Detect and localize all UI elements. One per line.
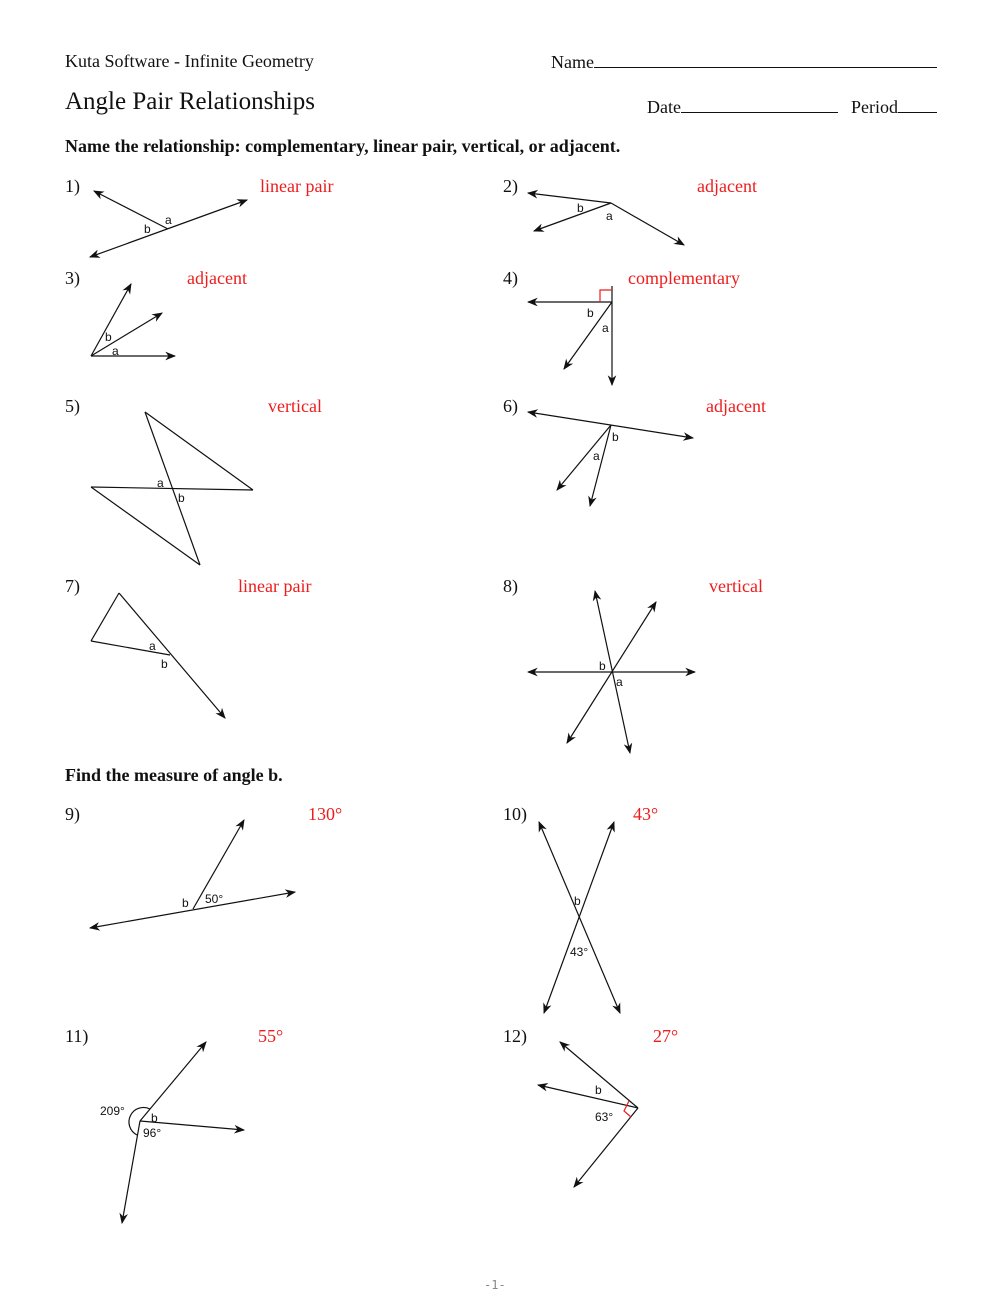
angle-label: 50° bbox=[205, 892, 224, 906]
problem-number: 2) bbox=[503, 176, 518, 196]
problem-number: 4) bbox=[503, 268, 518, 288]
answer: linear pair bbox=[238, 576, 312, 596]
angle-label: a bbox=[112, 344, 119, 358]
answer: adjacent bbox=[706, 396, 766, 416]
answer: linear pair bbox=[260, 176, 334, 196]
angle-label: a bbox=[616, 675, 623, 689]
angle-label: b bbox=[105, 330, 112, 344]
answer: adjacent bbox=[187, 268, 247, 288]
angle-label: 43° bbox=[570, 945, 589, 959]
page-title: Angle Pair Relationships bbox=[65, 88, 315, 115]
answer: 43° bbox=[633, 804, 659, 824]
problem-number: 11) bbox=[65, 1026, 89, 1046]
diagram-3 bbox=[91, 284, 175, 356]
answer: 130° bbox=[308, 804, 343, 824]
diagram-4 bbox=[528, 286, 612, 385]
angle-label: b bbox=[587, 306, 594, 320]
angle-label: 63° bbox=[595, 1110, 614, 1124]
problem-number: 1) bbox=[65, 176, 80, 196]
answer: 55° bbox=[258, 1026, 284, 1046]
answer: vertical bbox=[268, 396, 322, 416]
problem-number: 6) bbox=[503, 396, 518, 416]
angle-label: 209° bbox=[100, 1104, 125, 1118]
instruction-2: Find the measure of angle b. bbox=[65, 765, 283, 785]
diagram-11 bbox=[122, 1042, 244, 1223]
answer: complementary bbox=[628, 268, 740, 288]
angle-label: b bbox=[151, 1111, 158, 1125]
angle-label: b bbox=[612, 430, 619, 444]
diagram-5 bbox=[91, 412, 253, 565]
answer: adjacent bbox=[697, 176, 757, 196]
problem-number: 3) bbox=[65, 268, 80, 288]
angle-label: a bbox=[157, 476, 164, 490]
diagram-9 bbox=[90, 820, 295, 928]
instruction-1: Name the relationship: complementary, linear pair, vertical, or adjacent. bbox=[65, 136, 621, 156]
diagram-7 bbox=[91, 593, 225, 718]
right-angle-mark bbox=[600, 290, 612, 302]
date-label: Date bbox=[647, 97, 681, 117]
angle-label: b bbox=[161, 657, 168, 671]
angle-label: a bbox=[593, 449, 600, 463]
angle-label: a bbox=[602, 321, 609, 335]
right-angle-mark bbox=[624, 1101, 631, 1117]
angle-label: b bbox=[182, 896, 189, 910]
problem-number: 10) bbox=[503, 804, 527, 824]
angle-label: b bbox=[577, 201, 584, 215]
angle-label: b bbox=[599, 659, 606, 673]
answer: vertical bbox=[709, 576, 763, 596]
angle-label: 96° bbox=[143, 1126, 162, 1140]
angle-label: a bbox=[149, 639, 156, 653]
angle-label: b bbox=[178, 491, 185, 505]
diagram-10 bbox=[539, 822, 620, 1013]
problem-number: 8) bbox=[503, 576, 518, 596]
problem-number: 12) bbox=[503, 1026, 527, 1046]
angle-label: b bbox=[574, 894, 581, 908]
answer: 27° bbox=[653, 1026, 679, 1046]
angle-label: b bbox=[144, 222, 151, 236]
problem-number: 7) bbox=[65, 576, 80, 596]
problem-number: 5) bbox=[65, 396, 80, 416]
publisher: Kuta Software - Infinite Geometry bbox=[65, 51, 314, 71]
angle-label: a bbox=[165, 213, 172, 227]
page-number: -1- bbox=[484, 1278, 506, 1292]
diagram-8 bbox=[528, 591, 695, 753]
diagram-6 bbox=[528, 412, 693, 506]
angle-label: a bbox=[606, 209, 613, 223]
period-label: Period bbox=[851, 97, 898, 117]
name-label: Name bbox=[551, 52, 594, 72]
diagram-12 bbox=[538, 1042, 638, 1187]
problem-number: 9) bbox=[65, 804, 80, 824]
angle-label: b bbox=[595, 1083, 602, 1097]
